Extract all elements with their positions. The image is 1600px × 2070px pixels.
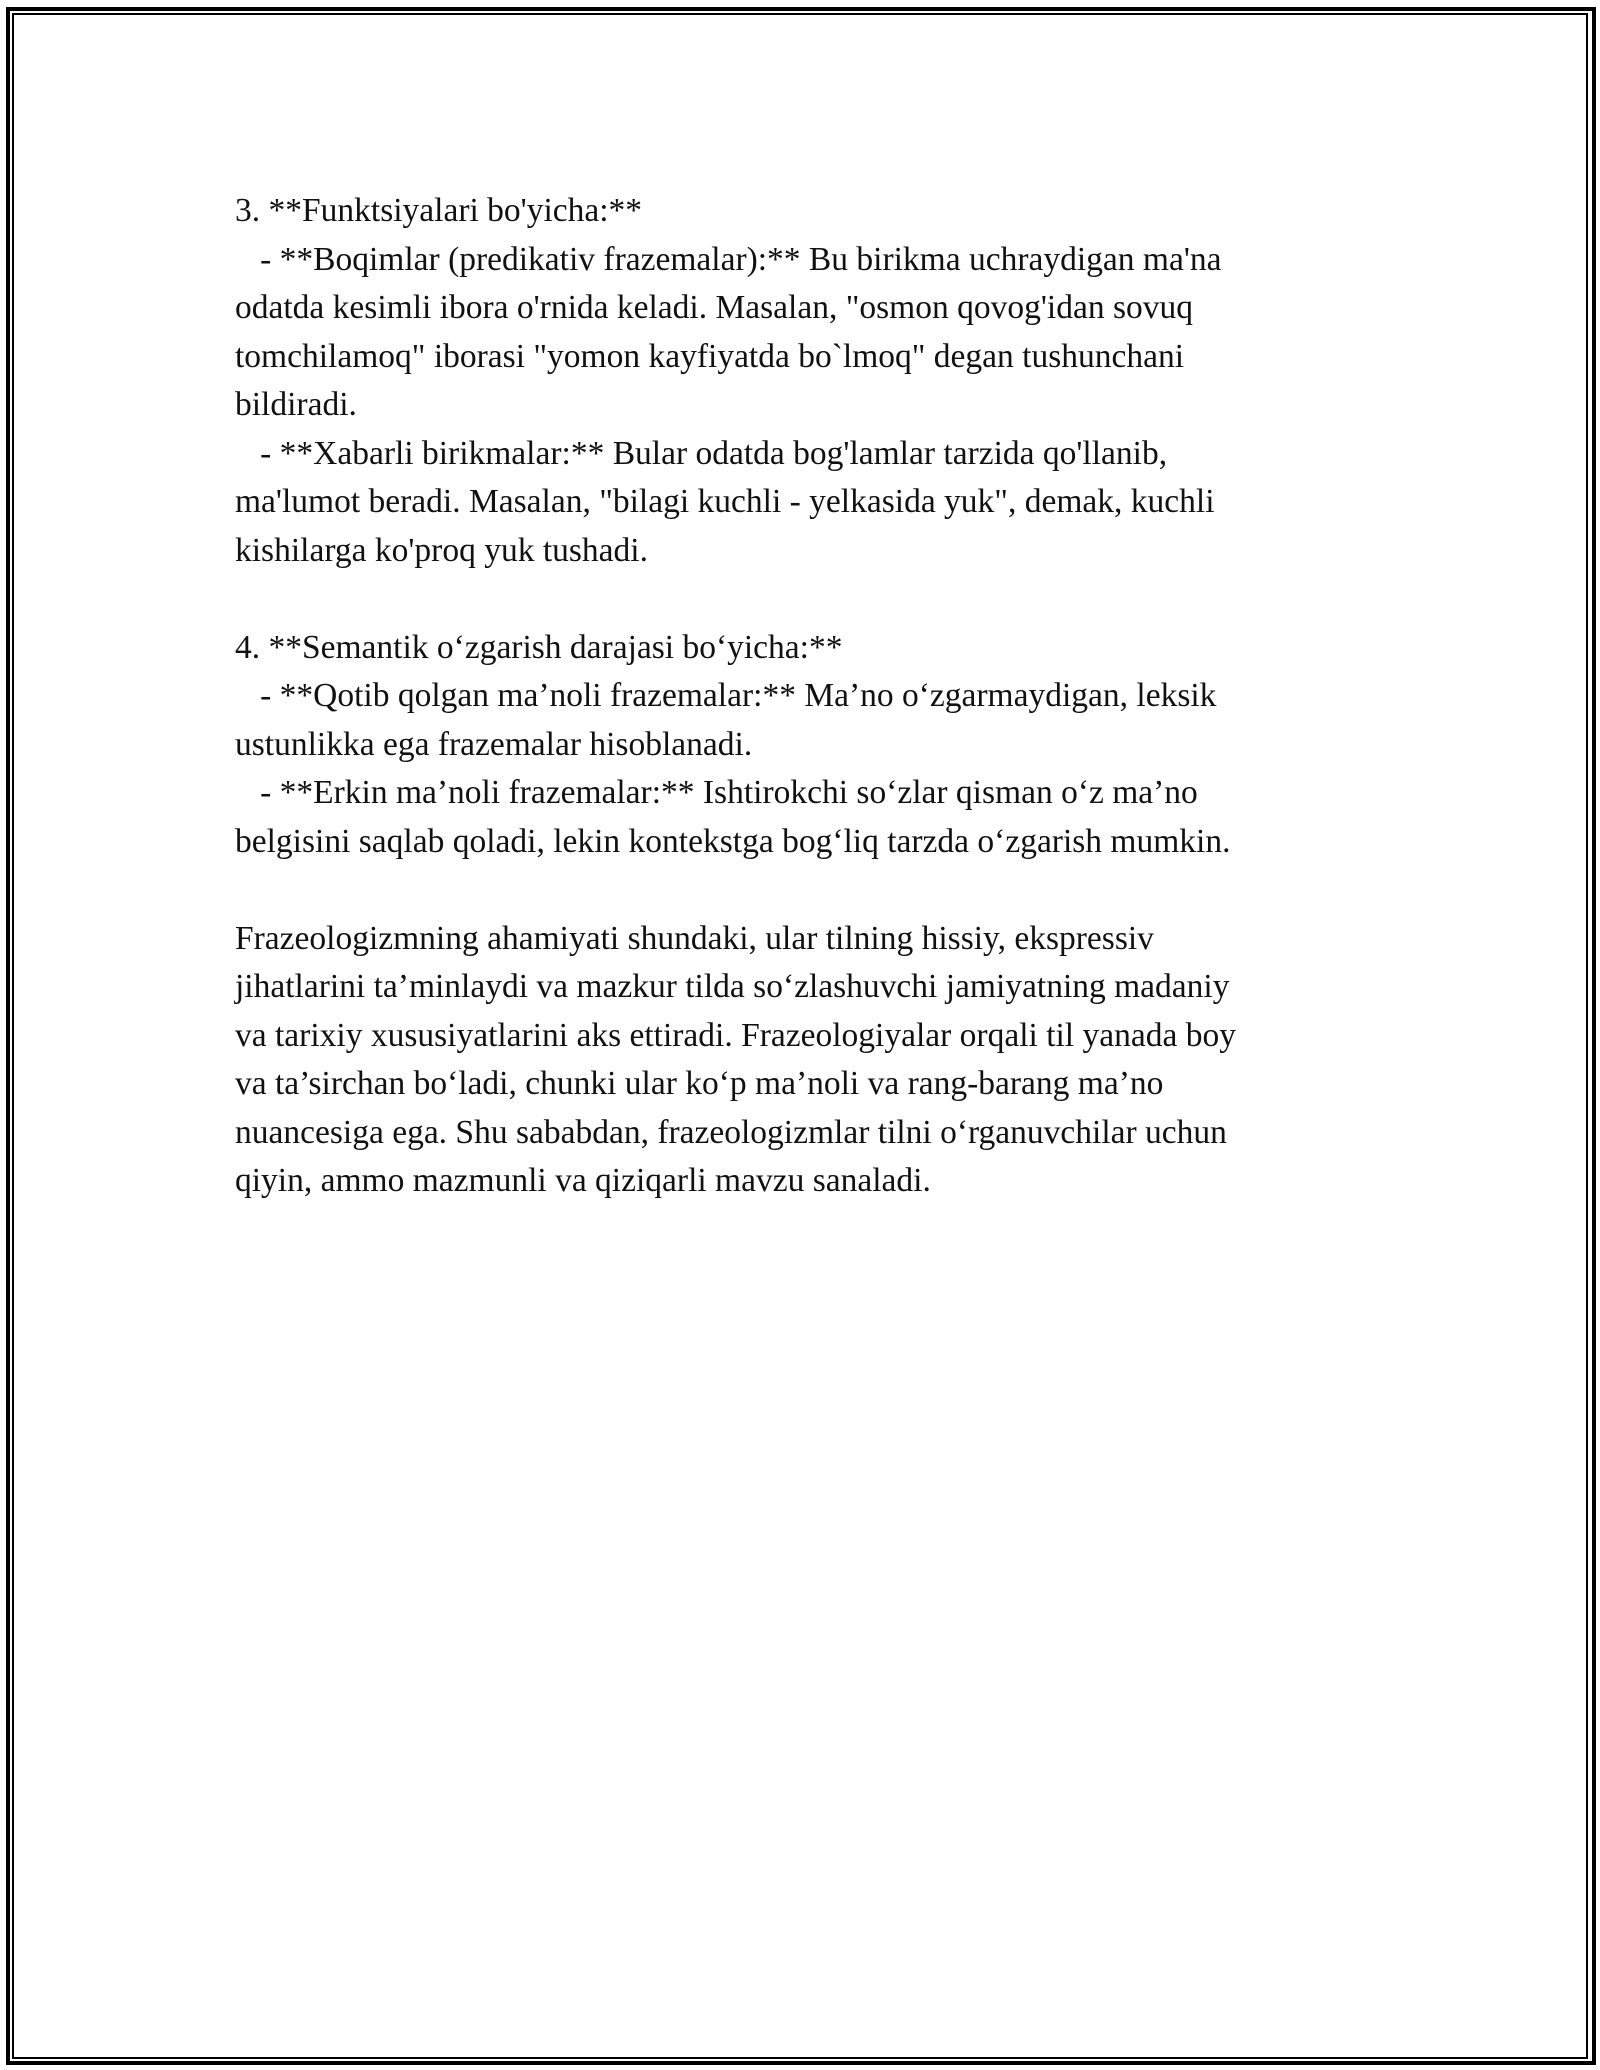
text-line: - **Erkin ma’noli frazemalar:** Ishtirokchi so‘zlar qisman o‘z ma’no [235, 774, 1198, 811]
text-line: va tarixiy xususiyatlarini aks ettiradi. Frazeologiyalar orqali til yanada boy [235, 1016, 1236, 1054]
text-line: belgisini saqlab qoladi, lekin kontekstga bog‘liq tarzda o‘zgarish mumkin. [235, 822, 1231, 860]
text-line: kishilarga ko'proq yuk tushadi. [235, 531, 648, 569]
text-line: nuancesiga ega. Shu sababdan, frazeologizmlar tilni o‘rganuvchilar uchun [235, 1113, 1227, 1151]
text-line: 3. **Funktsiyalari bo'yicha:** [235, 192, 643, 229]
text-line: - **Boqimlar (predikativ frazemalar):** Bu birikma uchraydigan ma'na [235, 240, 1222, 278]
paragraph-gap [235, 575, 1375, 624]
text-line: - **Qotib qolgan ma’noli frazemalar:** Ma’no o‘zgarmaydigan, leksik [235, 677, 1217, 714]
text-line: odatda kesimli ibora o'rnida keladi. Masalan, "osmon qovog'idan sovuq [235, 289, 1193, 326]
text-line: qiyin, ammo mazmunli va qiziqarli mavzu sanaladi. [235, 1162, 931, 1199]
text-line: ma'lumot beradi. Masalan, "bilagi kuchli - yelkasida yuk", demak, kuchli [235, 483, 1215, 520]
text-line: - **Xabarli birikmalar:** Bular odatda bog'lamlar tarzida qo'llanib, [235, 434, 1168, 472]
text-line: 4. **Semantik o‘zgarish darajasi bo‘yicha:** [235, 628, 843, 666]
paragraph-gap [235, 866, 1375, 915]
text-line: va ta’sirchan bo‘ladi, chunki ular ko‘p ma’noli va rang-barang ma’no [235, 1065, 1164, 1102]
text-line: ustunlikka ega frazemalar hisoblanadi. [235, 725, 753, 763]
text-line: bildiradi. [235, 386, 357, 423]
text-line: tomchilamoq" iborasi "yomon kayfiyatda bo`lmoq" degan tushunchani [235, 337, 1185, 375]
document-body [235, 187, 1375, 1206]
text-line: jihatlarini ta’minlaydi va mazkur tilda so‘zlashuvchi jamiyatning madaniy [235, 968, 1230, 1005]
text-line: Frazeologizmning ahamiyati shundaki, ular tilning hissiy, ekspressiv [235, 919, 1154, 957]
